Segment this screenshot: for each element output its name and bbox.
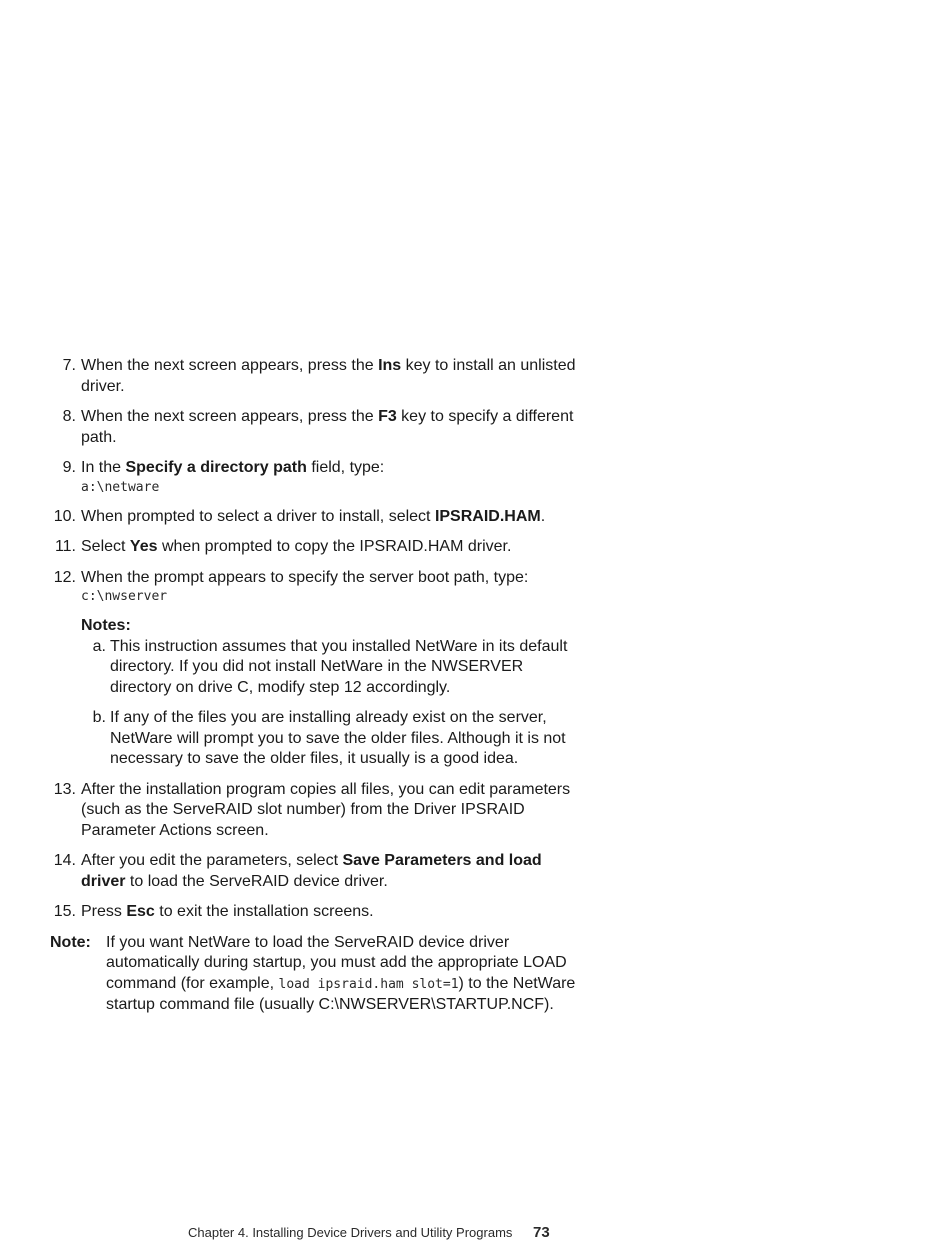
step-14 <box>50 851 580 892</box>
command-example: c:\nwserver <box>81 589 168 604</box>
option-name: Yes <box>129 538 158 555</box>
step-8 <box>50 407 580 448</box>
step-13 <box>50 780 580 842</box>
key-name: Esc <box>126 903 155 920</box>
field-name: Specify a directory path <box>125 459 307 476</box>
step-number: 15. <box>53 903 76 920</box>
action-name: Save Parameters and load driver <box>81 852 542 890</box>
step-text: Press Esc to exit the installation screens. <box>81 903 374 920</box>
step-number: 9. <box>62 459 76 476</box>
note-text: If you want NetWare to load the ServeRAID device driver automatically during startup, you must add the appropriate LOAD command (for example, load ipsraid.ham slot=1) to the NetWare startup command file (usually C:\NWSERVER\STARTUP.NCF). <box>106 933 576 1013</box>
step-text: When the next screen appears, press the F3 key to specify a different path. <box>81 408 574 446</box>
step-text: When the prompt appears to specify the server boot path, type: <box>81 568 529 586</box>
step-number: 12. <box>53 568 76 586</box>
notes-heading: Notes: <box>81 617 131 634</box>
step-text: After you edit the parameters, select Save Parameters and load driver to load the ServeRAID device driver. <box>81 852 542 890</box>
step-number: 7. <box>62 357 76 374</box>
step-text: Select Yes when prompted to copy the IPSRAID.HAM driver. <box>81 538 512 555</box>
key-name: Ins <box>378 357 402 374</box>
step-number: 14. <box>53 852 76 869</box>
step-number: 13. <box>53 780 76 798</box>
note-text: This instruction assumes that you installed NetWare in its default directory. If you did not install NetWare in the NWSERVER directory on drive C, modify step 12 accordingly. <box>110 637 568 696</box>
step-10 <box>50 507 580 528</box>
chapter-title: Chapter 4. Installing Device Drivers and Utility Programs <box>188 1225 513 1240</box>
note-letter: a. <box>92 637 106 655</box>
step-7 <box>50 356 580 397</box>
note-item-b <box>81 708 580 770</box>
note-text: If any of the files you are installing already exist on the server, NetWare will prompt you to save the older files. Although it is not necessary to save the older files, it usually is a good idea. <box>110 709 566 767</box>
step-text: After the installation program copies all files, you can edit parameters (such as the ServeRAID slot number) from the Driver IPSRAID Parameter Actions screen. <box>81 780 571 839</box>
notes-block <box>81 616 580 770</box>
step-number: 11. <box>54 538 76 555</box>
step-number: 8. <box>62 408 76 425</box>
step-12 <box>50 568 580 770</box>
inline-command: load ipsraid.ham slot=1 <box>278 976 459 992</box>
step-9 <box>50 458 580 497</box>
command-example: a:\netware <box>81 479 160 495</box>
page-footer <box>188 1223 568 1244</box>
step-text: In the Specify a directory path field, type: <box>81 459 385 476</box>
note-item-a <box>81 637 580 699</box>
note-letter: b. <box>92 709 106 726</box>
final-note <box>50 933 580 1016</box>
step-text: When the next screen appears, press the Ins key to install an unlisted driver. <box>81 357 576 395</box>
installation-steps-list <box>50 356 580 1016</box>
key-name: F3 <box>378 408 397 425</box>
step-11 <box>50 537 580 558</box>
page-number: 73 <box>533 1224 550 1241</box>
note-label: Note: <box>50 933 91 951</box>
step-15 <box>50 902 580 923</box>
step-text: When prompted to select a driver to install, select IPSRAID.HAM. <box>81 507 546 525</box>
driver-name: IPSRAID.HAM <box>434 507 541 525</box>
step-number: 10. <box>53 507 76 525</box>
